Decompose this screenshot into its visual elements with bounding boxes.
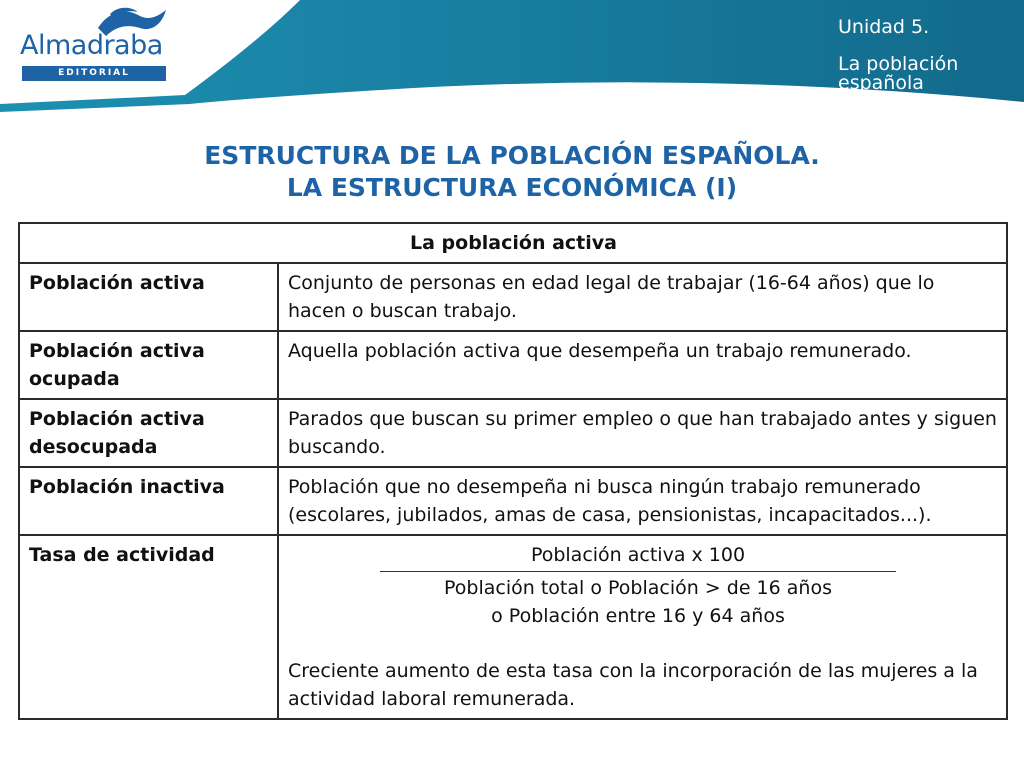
table-header-row: [19, 223, 1007, 263]
publisher-logo: [20, 6, 170, 80]
table-row: [19, 263, 1007, 331]
unit-label: Unidad 5.: [838, 16, 930, 38]
definition-cell: Conjunto de personas en edad legal de trabajar (16-64 años) que lo hacen o buscan trabajo.: [278, 263, 1007, 331]
definition-cell: Población que no desempeña ni busca ningún trabajo remunerado (escolares, jubilados, amas de casa, pensionistas, incapacitados...).: [278, 467, 1007, 535]
title-line-1: ESTRUCTURA DE LA POBLACIÓN ESPAÑOLA.: [204, 141, 820, 170]
term-cell: Población activa desocupada: [19, 399, 278, 467]
unit-info: [838, 18, 1008, 93]
fraction-bar: [380, 571, 896, 572]
definitions-table: [18, 222, 1008, 720]
term-cell: Población activa ocupada: [19, 331, 278, 399]
table-row: [19, 467, 1007, 535]
table-row: [19, 399, 1007, 467]
definition-cell: Aquella población activa que desempeña un trabajo remunerado.: [278, 331, 1007, 399]
table-heading: La población activa: [19, 223, 1007, 263]
title-line-2: LA ESTRUCTURA ECONÓMICA (I): [286, 173, 738, 202]
rate-formula: [380, 541, 896, 630]
definition-cell: [278, 535, 1007, 719]
logo-subtext: EDITORIAL: [22, 66, 166, 81]
unit-title: La población española: [838, 53, 959, 94]
formula-denominator-2: o Población entre 16 y 64 años: [491, 605, 785, 627]
term-cell: Población inactiva: [19, 467, 278, 535]
logo-wordmark: Almadraba: [20, 30, 163, 61]
formula-numerator: Población activa x 100: [530, 544, 746, 566]
slide-title: [0, 140, 1024, 204]
rate-note: Creciente aumento de esta tasa con la incorporación de las mujeres a la actividad laboral remunerada.: [288, 660, 978, 710]
term-cell: Tasa de actividad: [19, 535, 278, 719]
term-cell: Población activa: [19, 263, 278, 331]
formula-denominator-1: Población total o Población > de 16 años: [444, 577, 832, 599]
definition-cell: Parados que buscan su primer empleo o que han trabajado antes y siguen buscando.: [278, 399, 1007, 467]
table-row: [19, 535, 1007, 719]
table-row: [19, 331, 1007, 399]
